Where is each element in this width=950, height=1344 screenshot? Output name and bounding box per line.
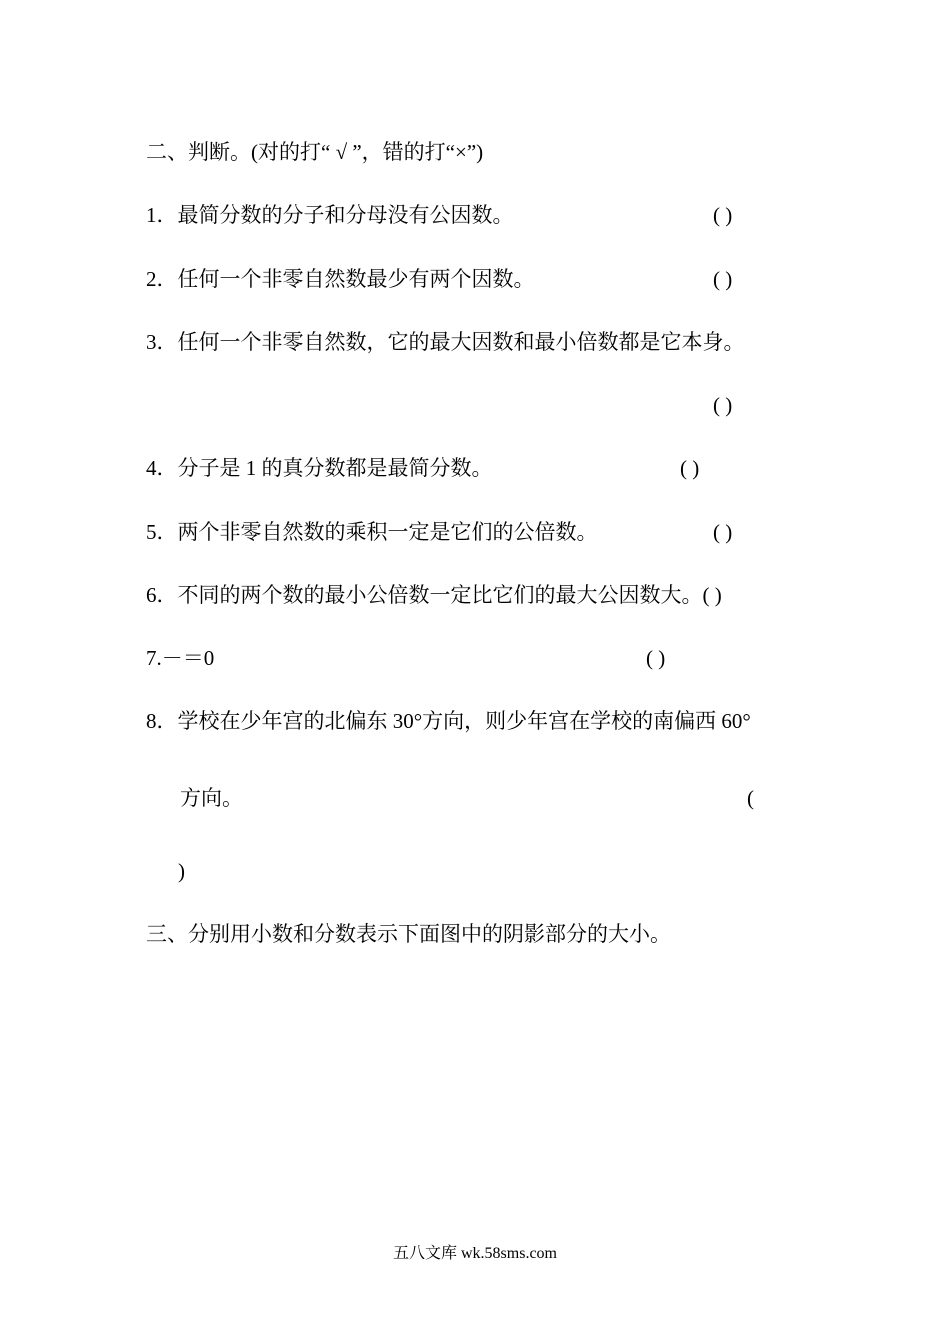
section-3-heading: 三、分别用小数和分数表示下面图中的阴影部分的大小。 — [146, 922, 671, 946]
question-3-answer-blank: ( ) — [713, 393, 733, 417]
question-4-text: 4．分子是 1 的真分数都是最简分数。 — [146, 456, 493, 480]
question-1-text: 1．最简分数的分子和分母没有公因数。 — [146, 203, 514, 227]
question-8-text: 8．学校在少年宫的北偏东 30°方向，则少年宫在学校的南偏西 60° — [146, 709, 751, 733]
question-8-paren-close: ) — [178, 859, 185, 883]
question-6-text: 6．不同的两个数的最小公倍数一定比它们的最大公因数大。( ) — [146, 583, 722, 607]
question-7-answer-blank: ( ) — [646, 646, 666, 670]
question-4-answer-blank: ( ) — [680, 456, 700, 480]
question-2-answer-blank: ( ) — [713, 267, 733, 291]
question-8-paren-open: ( — [747, 786, 754, 810]
question-7-text: 7.－＝0 — [146, 646, 215, 670]
question-5-text: 5．两个非零自然数的乘积一定是它们的公倍数。 — [146, 520, 598, 544]
question-5-answer-blank: ( ) — [713, 520, 733, 544]
footer-watermark: 五八文库 wk.58sms.com — [392, 1245, 557, 1262]
question-8-continuation: 方向。 — [180, 786, 243, 810]
question-3-text: 3．任何一个非零自然数，它的最大因数和最小倍数都是它本身。 — [146, 330, 745, 354]
section-2-heading: 二、判断。(对的打“ √ ”，错的打“×”) — [146, 140, 484, 164]
question-2-text: 2．任何一个非零自然数最少有两个因数。 — [146, 267, 535, 291]
question-1-answer-blank: ( ) — [713, 203, 733, 227]
